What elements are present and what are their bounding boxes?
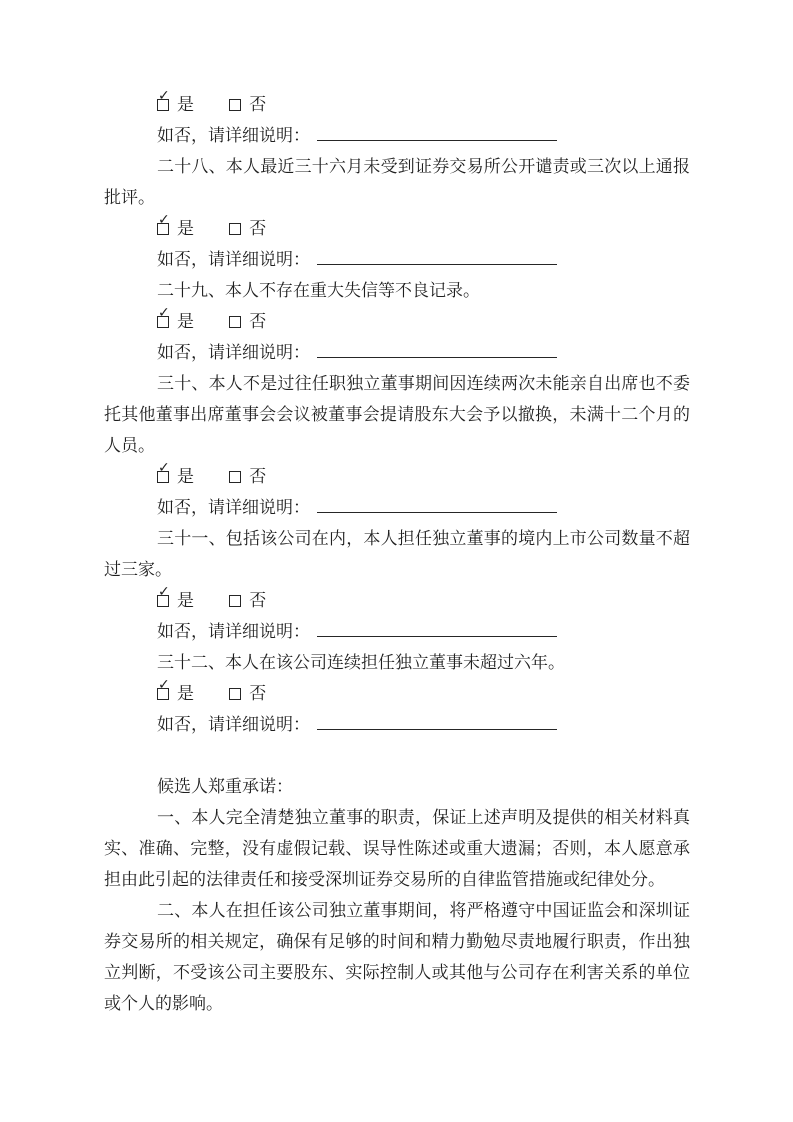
- commitment-section: [104, 771, 690, 1019]
- check-mark-icon: ✓: [158, 460, 170, 476]
- explain-prompt: 如否，请详细说明：: [157, 343, 310, 362]
- explain-row: [104, 709, 690, 740]
- yes-label: 是: [177, 684, 194, 703]
- explain-row: [104, 492, 690, 523]
- question-block: [104, 275, 690, 368]
- yes-label: 是: [177, 312, 194, 331]
- answer-option-no[interactable]: [229, 213, 266, 244]
- explanation-field[interactable]: [317, 716, 557, 730]
- yes-checkbox-icon[interactable]: [157, 305, 170, 328]
- question-block: [104, 368, 690, 523]
- yes-checkbox-icon[interactable]: [157, 212, 170, 235]
- question-text: 三十、本人不是过往任职独立董事期间因连续两次未能亲自出席也不委托其他董事出席董事会会议被董事会提请股东大会予以撤换，未满十二个月的人员。: [104, 374, 690, 455]
- answer-option-yes[interactable]: [157, 678, 194, 709]
- answer-row: [104, 89, 690, 120]
- explanation-field[interactable]: [317, 127, 557, 141]
- no-checkbox-icon[interactable]: [229, 688, 241, 700]
- explain-prompt: 如否，请详细说明：: [157, 126, 310, 145]
- questions-container: [104, 89, 690, 740]
- question-block: [104, 523, 690, 647]
- answer-row: [104, 585, 690, 616]
- explanation-field[interactable]: [317, 251, 557, 265]
- commitment-heading: 候选人郑重承诺：: [157, 777, 293, 796]
- answer-option-yes[interactable]: [157, 89, 194, 120]
- yes-label: 是: [177, 591, 194, 610]
- answer-option-yes[interactable]: [157, 213, 194, 244]
- no-label: 否: [249, 467, 267, 486]
- check-mark-icon: ✓: [158, 305, 170, 321]
- question-text: 二十九、本人不存在重大失信等不良记录。: [157, 281, 480, 300]
- check-mark-icon: ✓: [158, 677, 170, 693]
- explain-row: [104, 244, 690, 275]
- answer-option-no[interactable]: [229, 461, 266, 492]
- yes-checkbox-icon[interactable]: [157, 584, 170, 607]
- answer-option-no[interactable]: [229, 89, 266, 120]
- answer-option-no[interactable]: [229, 306, 266, 337]
- no-checkbox-icon[interactable]: [229, 595, 241, 607]
- no-label: 否: [249, 95, 267, 114]
- explain-prompt: 如否，请详细说明：: [157, 622, 310, 641]
- yes-label: 是: [177, 95, 194, 114]
- check-mark-icon: ✓: [158, 88, 170, 104]
- question-block: [104, 647, 690, 740]
- explanation-field[interactable]: [317, 623, 557, 637]
- explain-row: [104, 337, 690, 368]
- yes-label: 是: [177, 467, 194, 486]
- answer-row: [104, 461, 690, 492]
- yes-checkbox-icon[interactable]: [157, 460, 170, 483]
- no-checkbox-icon[interactable]: [229, 99, 241, 111]
- commitment-paragraph: 二、本人在担任该公司独立董事期间，将严格遵守中国证监会和深圳证券交易所的相关规定，确保有足够的时间和精力勤勉尽责地履行职责，作出独立判断，不受该公司主要股东、实际控制人或其他与公司存在利害关系的单位或个人的影响。: [104, 901, 690, 1013]
- yes-checkbox-icon[interactable]: [157, 88, 170, 111]
- answer-option-no[interactable]: [229, 678, 266, 709]
- explain-row: [104, 120, 690, 151]
- check-mark-icon: ✓: [158, 584, 170, 600]
- question-text: 三十一、包括该公司在内，本人担任独立董事的境内上市公司数量不超过三家。: [104, 529, 690, 579]
- answer-option-no[interactable]: [229, 585, 266, 616]
- commitment-paragraphs: [104, 802, 690, 1019]
- answer-option-yes[interactable]: [157, 461, 194, 492]
- explain-prompt: 如否，请详细说明：: [157, 498, 310, 517]
- no-label: 否: [249, 312, 267, 331]
- no-label: 否: [249, 219, 267, 238]
- question-text: 二十八、本人最近三十六月未受到证券交易所公开谴责或三次以上通报批评。: [104, 157, 690, 207]
- no-label: 否: [249, 684, 267, 703]
- commitment-paragraph: 一、本人完全清楚独立董事的职责，保证上述声明及提供的相关材料真实、准确、完整，没有虚假记载、误导性陈述或重大遗漏；否则，本人愿意承担由此引起的法律责任和接受深圳证券交易所的自律监管措施或纪律处分。: [104, 808, 690, 889]
- blank-line-spacer: [104, 740, 690, 771]
- no-checkbox-icon[interactable]: [229, 316, 241, 328]
- explanation-field[interactable]: [317, 344, 557, 358]
- check-mark-icon: ✓: [158, 212, 170, 228]
- explain-row: [104, 616, 690, 647]
- question-block: [104, 89, 690, 151]
- no-checkbox-icon[interactable]: [229, 223, 241, 235]
- no-checkbox-icon[interactable]: [229, 471, 241, 483]
- yes-checkbox-icon[interactable]: [157, 677, 170, 700]
- answer-row: [104, 213, 690, 244]
- question-text: 三十二、本人在该公司连续担任独立董事未超过六年。: [157, 653, 565, 672]
- explain-prompt: 如否，请详细说明：: [157, 250, 310, 269]
- explain-prompt: 如否，请详细说明：: [157, 715, 310, 734]
- answer-row: [104, 306, 690, 337]
- explanation-field[interactable]: [317, 499, 557, 513]
- answer-row: [104, 678, 690, 709]
- no-label: 否: [249, 591, 267, 610]
- question-block: [104, 151, 690, 275]
- yes-label: 是: [177, 219, 194, 238]
- answer-option-yes[interactable]: [157, 306, 194, 337]
- answer-option-yes[interactable]: [157, 585, 194, 616]
